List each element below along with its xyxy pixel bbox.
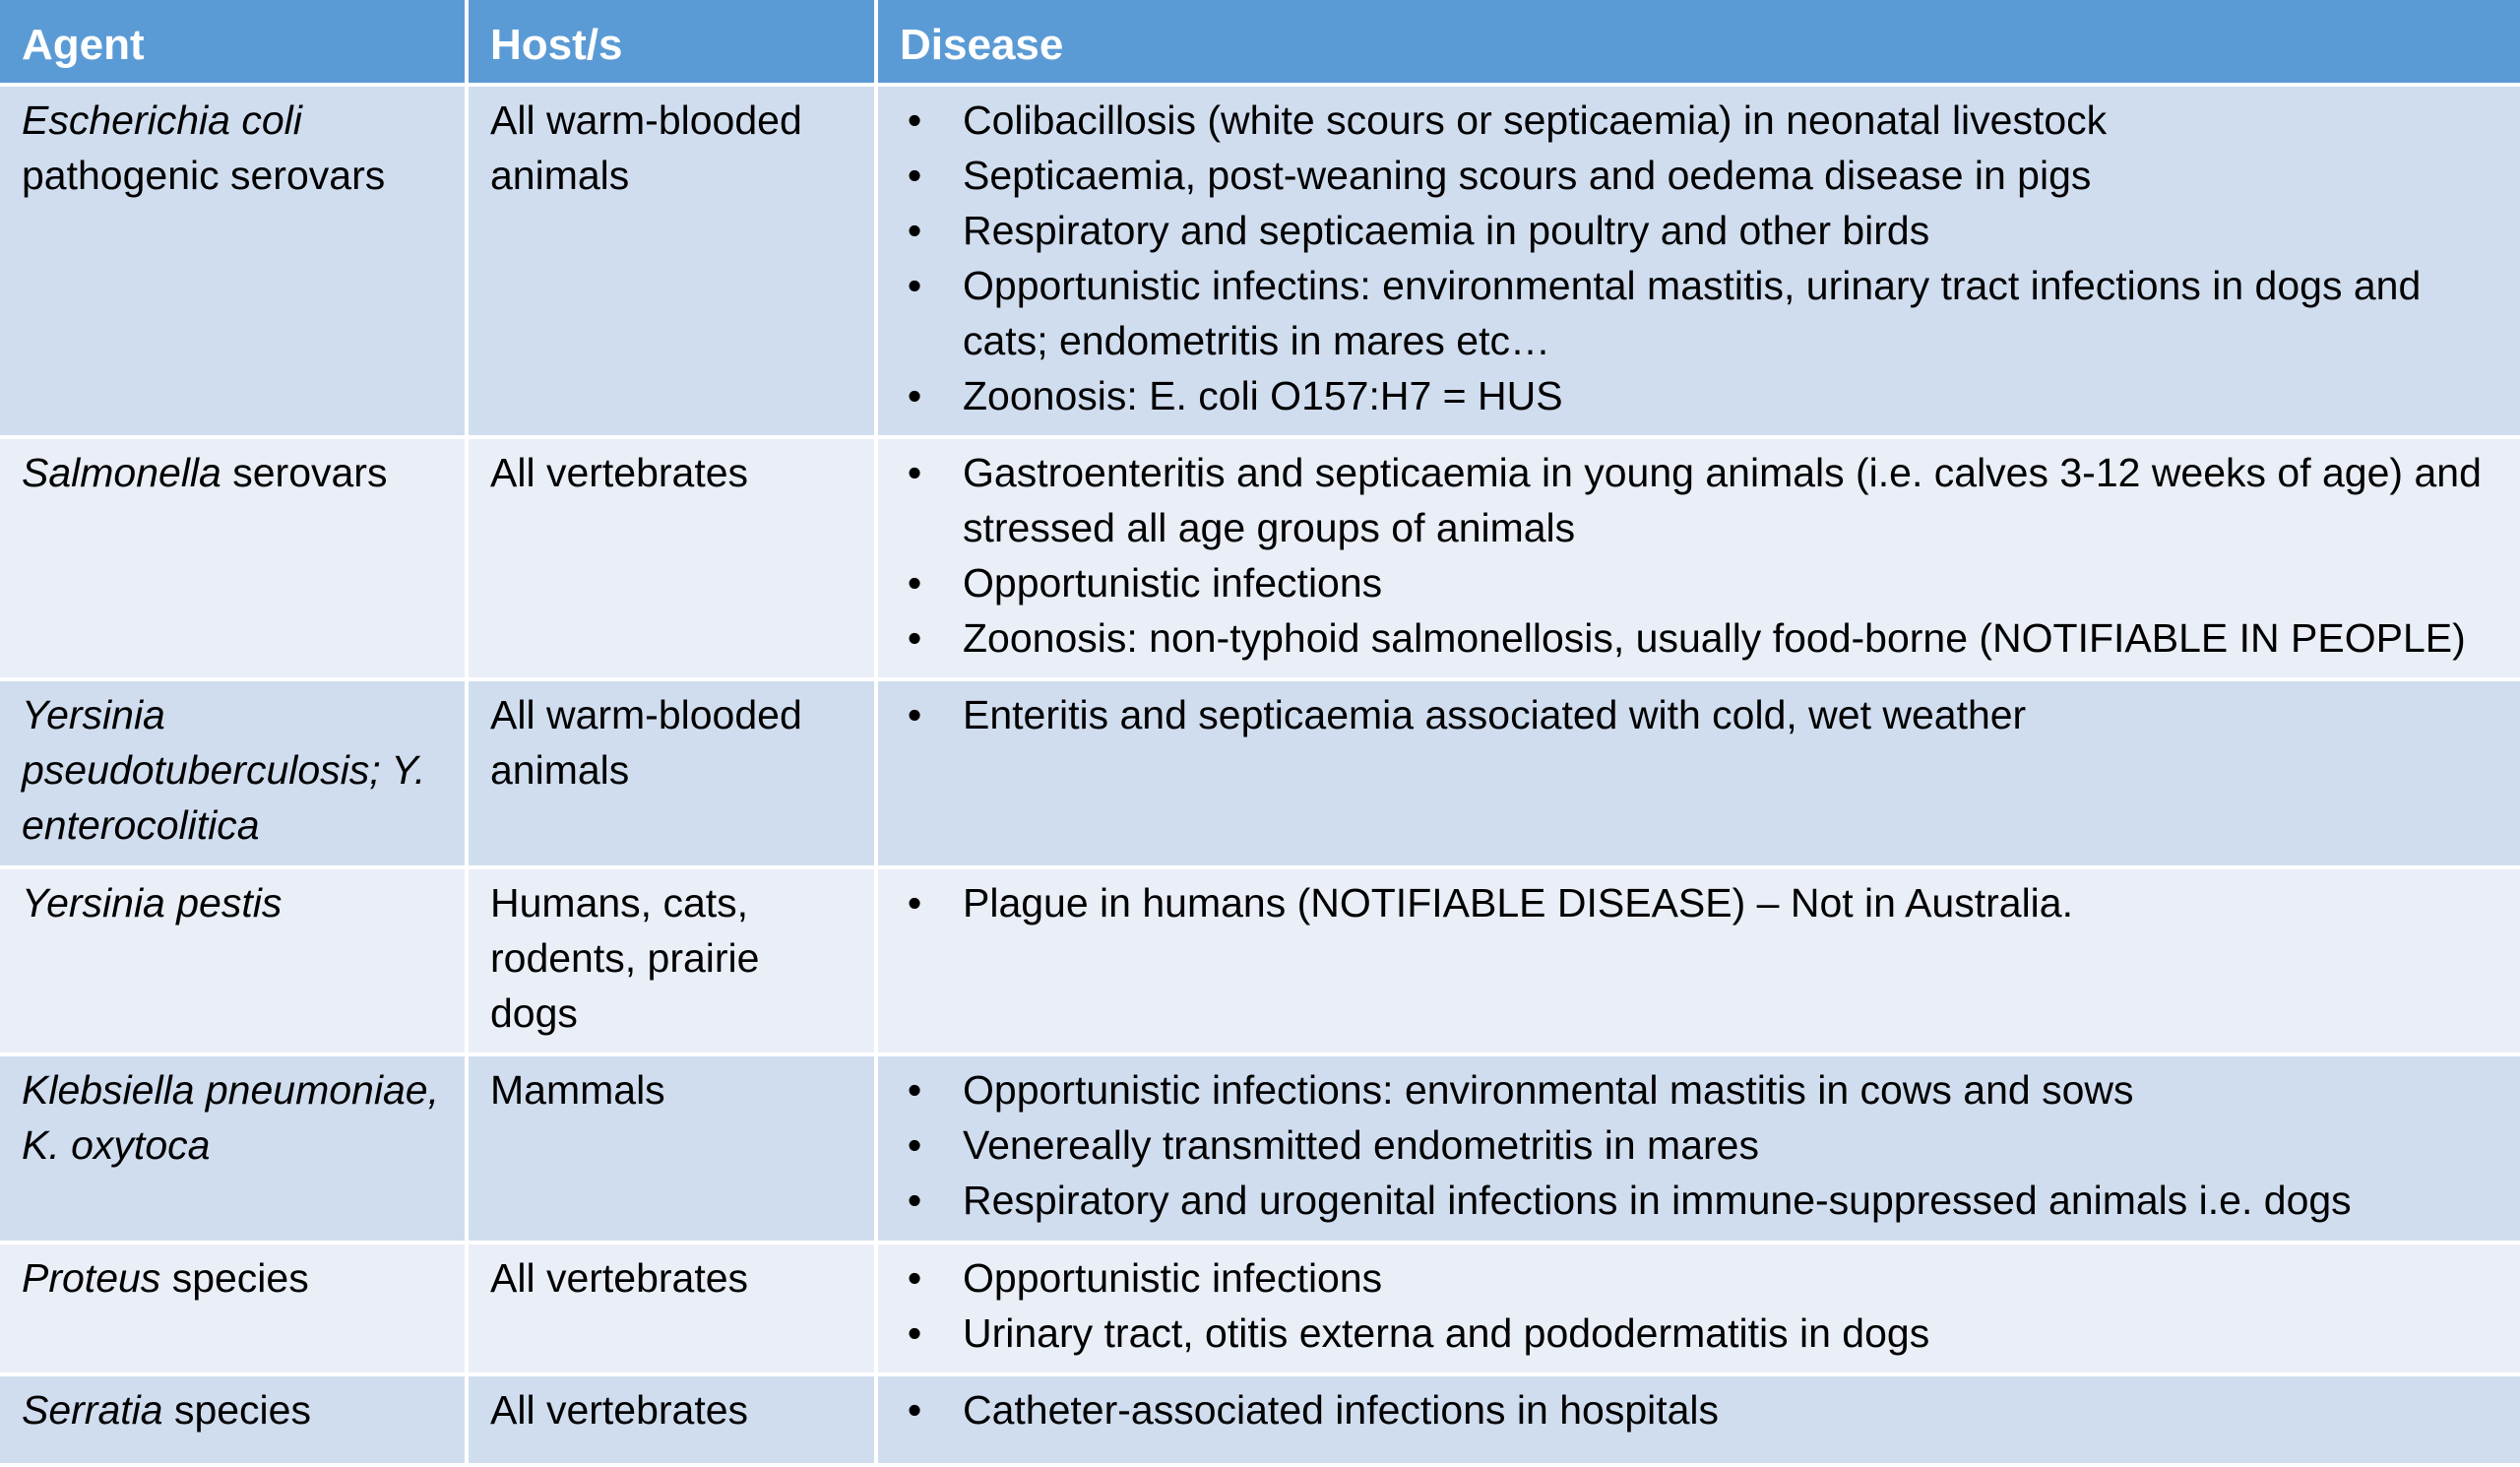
bullet-icon: • [907,373,922,418]
hosts-cell: Humans, cats, rodents, prairie dogs [469,869,878,1056]
bullet-icon: • [907,97,922,143]
disease-text: Venereally transmitted endometritis in mares [963,1122,1759,1168]
bullet-icon: • [907,880,922,925]
disease-list-item [900,368,2500,423]
bullet-icon: • [907,208,922,253]
disease-list-item [900,93,2500,148]
agent-name: Yersinia pseudotuberculosis; Y. enterocolitica [22,692,426,848]
disease-list-item [900,1250,2500,1306]
agent-name: Serratia [22,1387,163,1433]
disease-text: Gastroenteritis and septicaemia in young animals (i.e. calves 3-12 weeks of age) and stressed all age groups of animals [963,450,2482,550]
bullet-icon: • [907,1122,922,1168]
agent-name: Klebsiella pneumoniae, K. oxytoca [22,1067,439,1168]
hosts-cell: All warm-blooded animals [469,681,878,869]
bullet-icon: • [907,1178,922,1223]
disease-text: Catheter-associated infections in hospitals [963,1387,1720,1433]
bullet-icon: • [907,1387,922,1433]
disease-list [900,687,2500,742]
disease-list-item [900,1306,2500,1361]
agent-cell [0,1376,469,1467]
agent-cell [0,1056,469,1244]
disease-text: Colibacillosis (white scours or septicaemia) in neonatal livestock [963,97,2108,143]
disease-list [900,1062,2500,1228]
bullet-icon: • [907,1310,922,1356]
agent-qualifier: species [162,1387,311,1433]
disease-text: Respiratory and urogenital infections in immune-suppressed animals i.e. dogs [963,1178,2352,1223]
disease-list [900,93,2500,423]
disease-list-item [900,555,2500,610]
disease-text: Respiratory and septicaemia in poultry and other birds [963,208,1930,253]
disease-text: Opportunistic infectins: environmental mastitis, urinary tract infections in dogs and cats; endometritis in mares etc… [963,263,2422,363]
disease-list-item [900,1062,2500,1117]
agent-cell [0,681,469,869]
disease-text: Opportunistic infections: environmental mastitis in cows and sows [963,1067,2134,1113]
disease-list-item [900,258,2500,368]
disease-text: Zoonosis: E. coli O157:H7 = HUS [963,373,1563,418]
agent-name: Proteus [22,1255,161,1301]
disease-cell [878,681,2520,869]
hosts-cell: Mammals [469,1056,878,1244]
disease-cell [878,1244,2520,1376]
bullet-icon: • [907,450,922,495]
hosts-cell: All vertebrates [469,439,878,681]
disease-cell [878,869,2520,1056]
header-disease: Disease [878,0,2520,87]
disease-text: Urinary tract, otitis externa and pododermatitis in dogs [963,1310,1930,1356]
bullet-icon: • [907,263,922,308]
bullet-icon: • [907,615,922,661]
disease-list [900,1250,2500,1361]
hosts-cell: All vertebrates [469,1244,878,1376]
hosts-cell: All warm-blooded animals [469,87,878,439]
agent-name: Yersinia pestis [22,880,283,925]
disease-list-item [900,610,2500,666]
disease-list-item [900,445,2500,555]
disease-list-item [900,1382,2500,1437]
bullet-icon: • [907,692,922,737]
disease-list-item [900,203,2500,258]
disease-cell [878,1376,2520,1467]
bullet-icon: • [907,1255,922,1301]
header-agent: Agent [0,0,469,87]
agent-cell [0,869,469,1056]
agent-name: Salmonella [22,450,221,495]
agent-cell [0,87,469,439]
disease-text: Zoonosis: non-typhoid salmonellosis, usually food-borne (NOTIFIABLE IN PEOPLE) [963,615,2466,661]
bullet-icon: • [907,1067,922,1113]
disease-text: Septicaemia, post-weaning scours and oedema disease in pigs [963,153,2092,198]
agent-qualifier: serovars [220,450,388,495]
disease-list-item [900,687,2500,742]
disease-cell [878,87,2520,439]
bullet-icon: • [907,560,922,606]
disease-list-item [900,1117,2500,1173]
disease-list [900,875,2500,930]
agent-cell [0,439,469,681]
agent-qualifier: pathogenic serovars [22,153,386,198]
disease-list-item [900,1173,2500,1228]
disease-list [900,1382,2500,1437]
disease-cell [878,439,2520,681]
disease-text: Opportunistic infections [963,1255,1383,1301]
agent-name: Escherichia coli [22,97,302,143]
disease-cell [878,1056,2520,1244]
header-hosts: Host/s [469,0,878,87]
disease-list-item [900,148,2500,203]
disease-text: Enteritis and septicaemia associated with cold, wet weather [963,692,2027,737]
disease-text: Opportunistic infections [963,560,1383,606]
disease-list [900,445,2500,666]
disease-list-item [900,875,2500,930]
disease-text: Plague in humans (NOTIFIABLE DISEASE) – Not in Australia. [963,880,2073,925]
agent-qualifier: species [160,1255,309,1301]
hosts-cell: All vertebrates [469,1376,878,1467]
bullet-icon: • [907,153,922,198]
agent-cell [0,1244,469,1376]
